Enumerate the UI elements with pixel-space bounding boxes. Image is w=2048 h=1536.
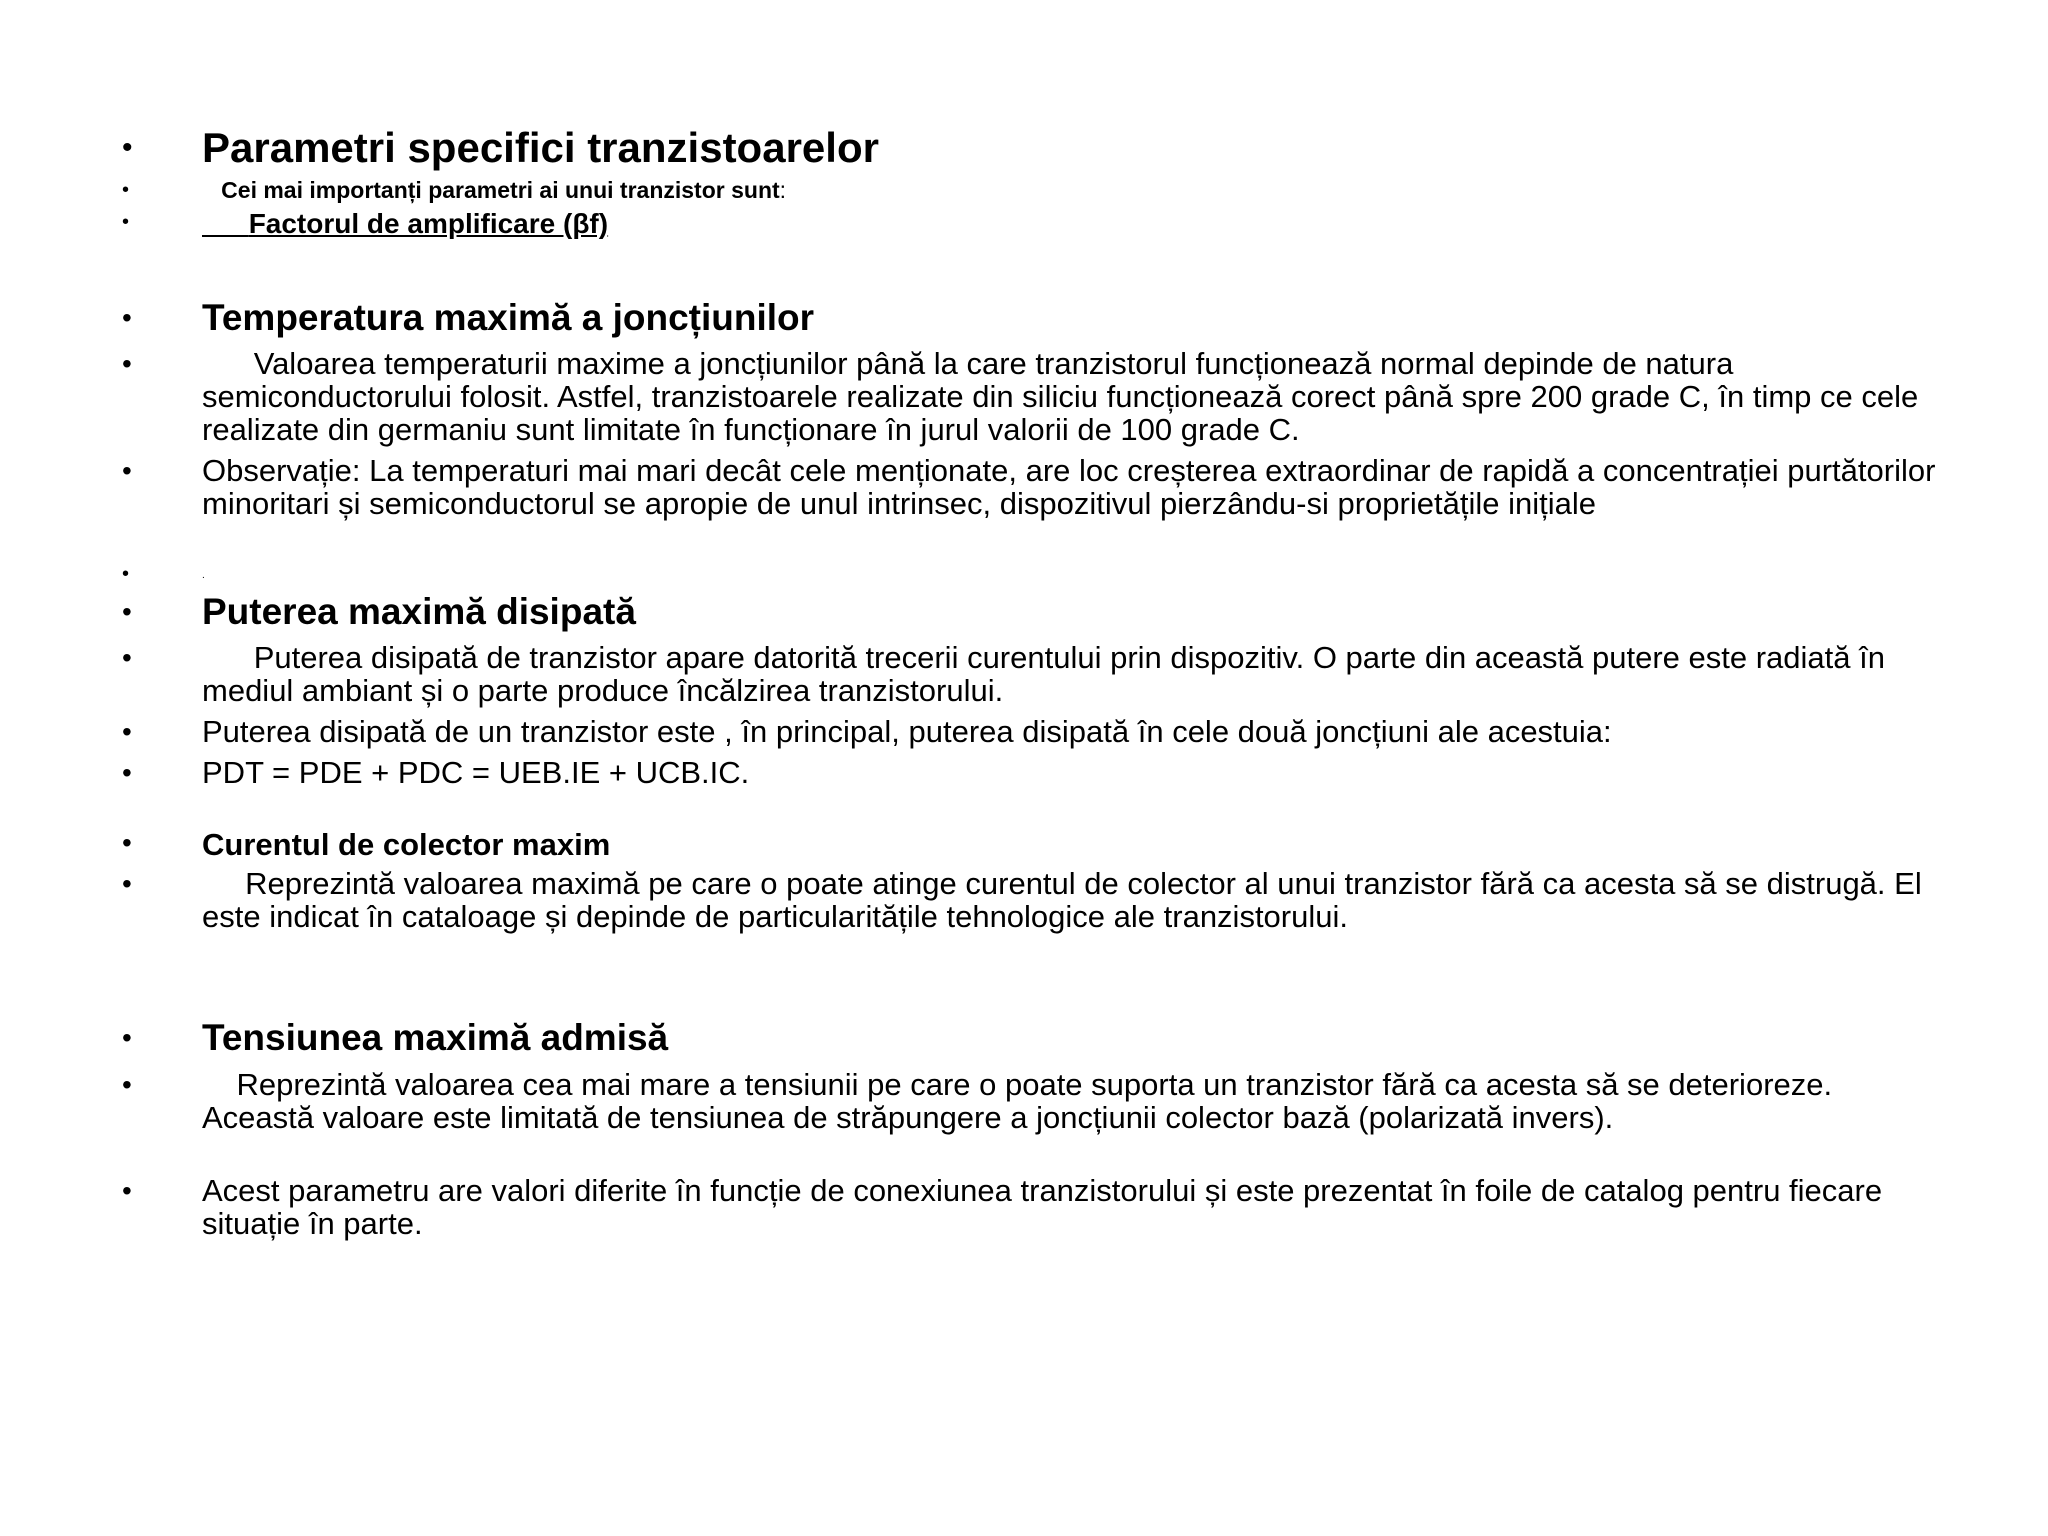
bullet: • xyxy=(122,131,133,164)
bullet: • xyxy=(122,827,132,858)
puterea-heading: Puterea maximă disipată xyxy=(202,591,636,632)
dot-text: . xyxy=(202,570,205,581)
temperatura-heading: Temperatura maximă a joncțiunilor xyxy=(202,297,815,338)
bullet: • xyxy=(122,1022,132,1053)
intro-colon: : xyxy=(779,177,787,203)
bullet: • xyxy=(122,179,130,201)
curentul-text: Reprezintă valoarea maximă pe care o poate atinge curentul de colector al unui tranzistor fără ca acesta să se distrugă. El este indicat în cataloage și depinde de particularitățile tehnologice ale tranzistorului. xyxy=(202,866,1931,934)
bullet: • xyxy=(122,642,132,673)
intro-text xyxy=(202,176,1942,204)
bullet: • xyxy=(122,596,132,627)
bullet: • xyxy=(122,211,130,233)
slide-title: Parametri specifici tranzistoarelor xyxy=(202,124,879,171)
conexiune-text: Acest parametru are valori diferite în funcție de conexiunea tranzistorului și este prezentat în foile de catalog pentru fiecare situație în parte. xyxy=(202,1173,1891,1241)
formula-text: PDT = PDE + PDC = UEB.IE + UCB.IC. xyxy=(202,755,750,790)
jonctiuni-text: Puterea disipată de un tranzistor este , în principal, puterea disipată în cele două joncțiuni ale acestuia: xyxy=(202,714,1612,749)
bullet: • xyxy=(122,302,132,333)
temperatura-text: Valoarea temperaturii maxime a joncțiunilor până la care tranzistorul funcționează normal depinde de natura semiconductorului folosit. Astfel, tranzistoarele realizate din siliciu funcționează corect până spre 200 grade C, în timp ce cele realizate din germaniu sunt limitate în funcționare în jurul valorii de 100 grade C. xyxy=(202,346,1927,447)
bullet: • xyxy=(122,1175,132,1206)
bullet: • xyxy=(122,348,132,379)
bullet: • xyxy=(122,1069,132,1100)
tensiunea-heading: Tensiunea maximă admisă xyxy=(202,1017,669,1058)
puterea-text: Puterea disipată de tranzistor apare datorită trecerii curentului prin dispozitiv. O parte din această putere este radiată în mediul ambiant și o parte produce încălzirea tranzistorului. xyxy=(202,640,1894,708)
intro-label: Cei mai importanți parametri ai unui tranzistor sunt xyxy=(202,177,780,203)
bullet: • xyxy=(122,716,132,747)
observatie-text: Observație: La temperaturi mai mari decât cele menționate, are loc creșterea extraordinar de rapidă a concentrației purtătorilor minoritari și semiconductorul se apropie de unul intrinsec, dispozitivul pierzându-si proprietățile inițiale xyxy=(202,453,1945,521)
factor-heading: Factorul de amplificare (βf) xyxy=(202,208,609,239)
tensiunea-text: Reprezintă valoarea cea mai mare a tensiunii pe care o poate suporta un tranzistor fără ca acesta să se deterioreze. Această valoare este limitată de tensiunea de străpungere a joncțiunii colector bază (polarizată invers). xyxy=(202,1067,1840,1135)
bullet: • xyxy=(122,868,132,899)
bullet: • xyxy=(122,563,130,585)
bullet: • xyxy=(122,757,132,788)
curentul-heading: Curentul de colector maxim xyxy=(202,827,611,862)
bullet: • xyxy=(122,455,132,486)
